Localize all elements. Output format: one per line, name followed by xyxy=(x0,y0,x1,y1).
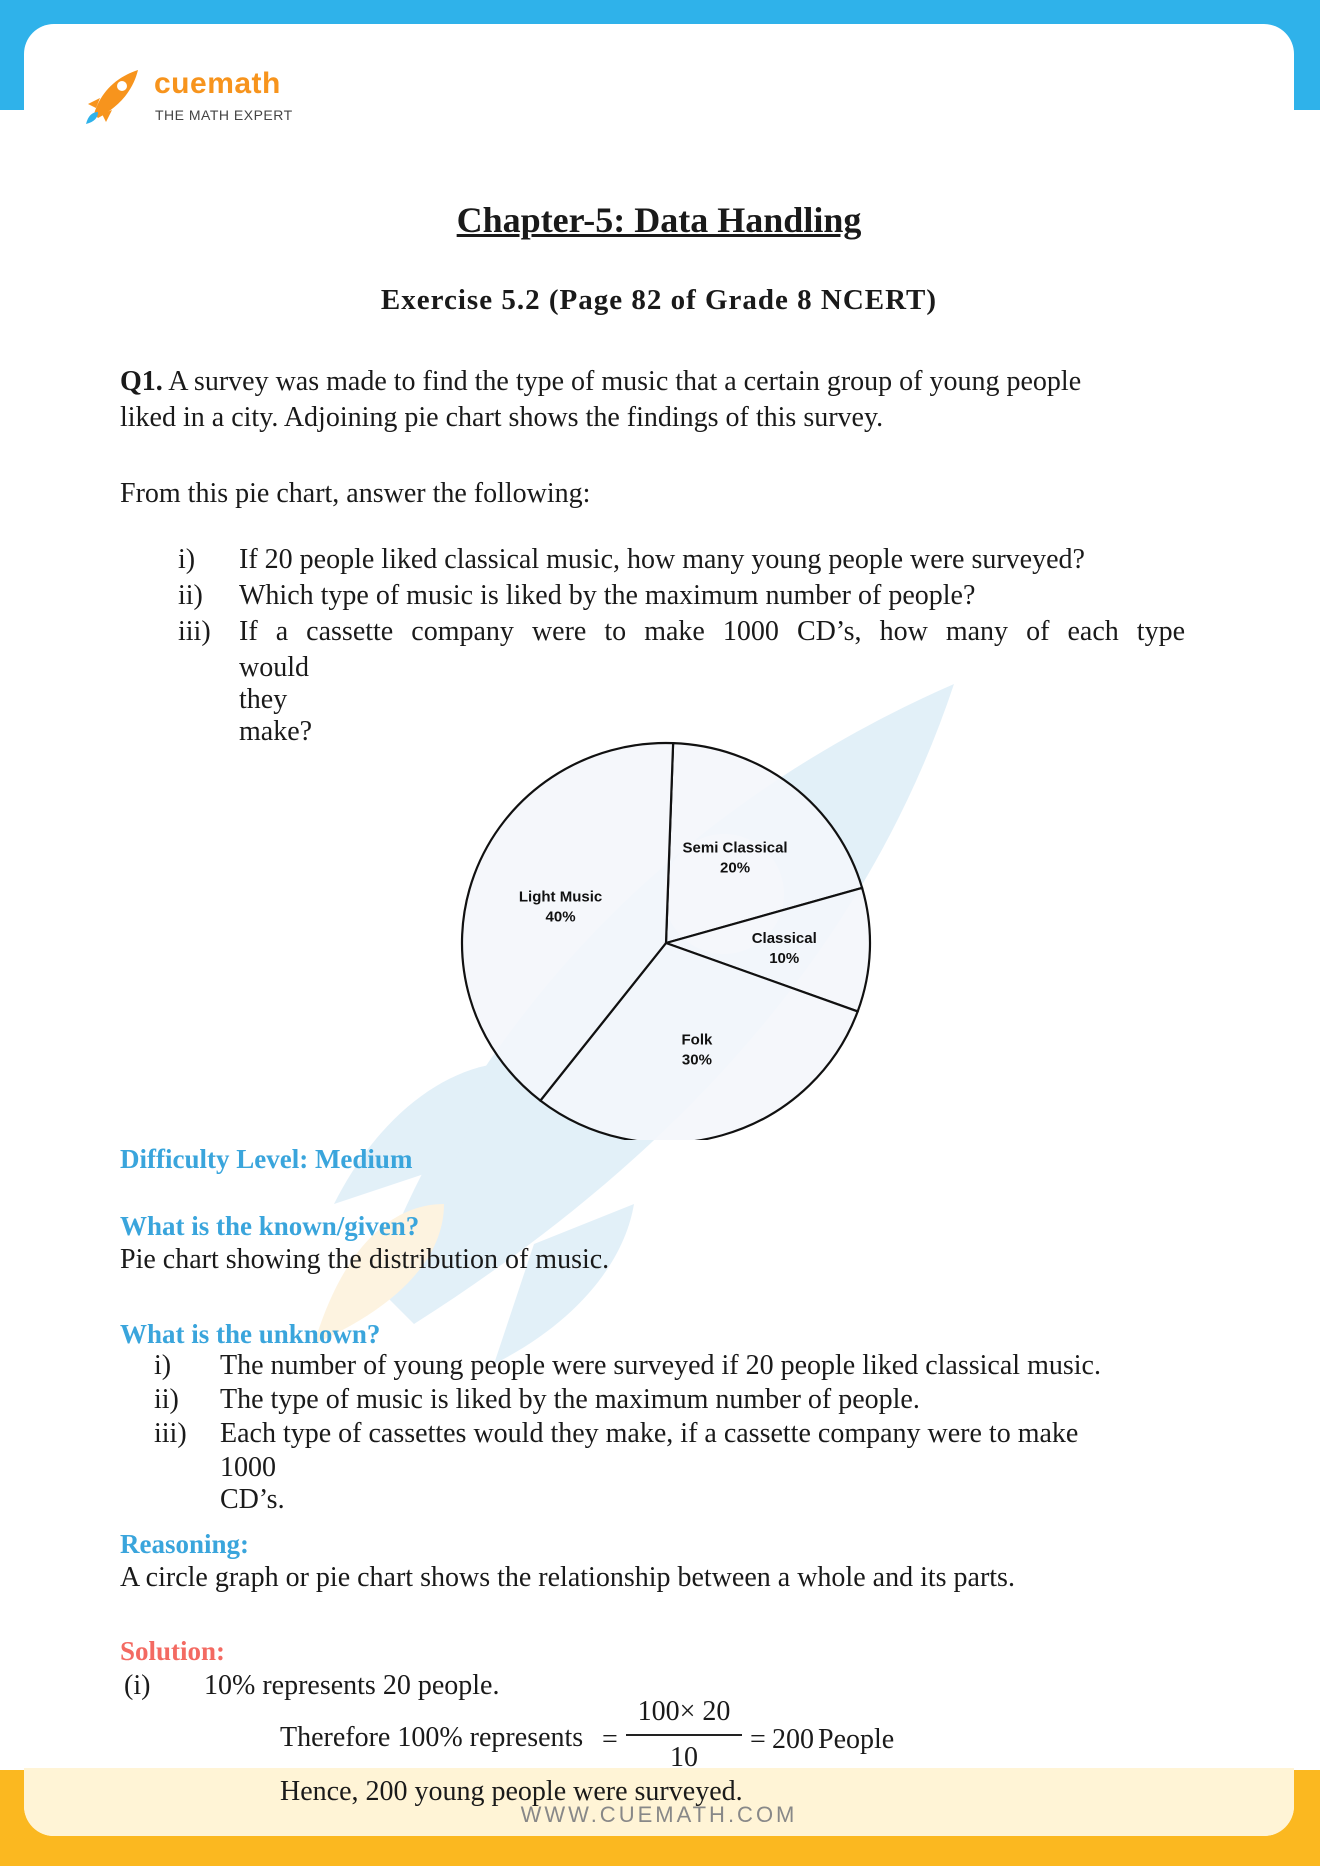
pie-label-value: 20% xyxy=(720,859,751,877)
website-url: WWW.CUEMATH.COM xyxy=(520,1802,798,1827)
page-card xyxy=(24,24,1294,1836)
item-number: ii) xyxy=(154,1384,179,1415)
reasoning-heading: Reasoning: xyxy=(120,1529,250,1559)
solution-heading: Solution: xyxy=(120,1636,226,1666)
pie-label-value: 40% xyxy=(545,908,576,926)
solution-part-number: (i) xyxy=(124,1670,151,1701)
fraction-numerator: 100× 20 xyxy=(637,1696,731,1727)
pie-label-value: 30% xyxy=(681,1051,712,1069)
equals-sign-2: = xyxy=(750,1724,766,1755)
difficulty-level: Difficulty Level: Medium xyxy=(120,1144,413,1174)
part-number: i) xyxy=(178,544,196,575)
part-text: If 20 people liked classical music, how many young people were surveyed? xyxy=(239,544,1085,575)
fraction-bar xyxy=(626,1734,742,1736)
fraction-denominator: 10 xyxy=(670,1742,698,1773)
solution-hence: Hence, 200 young people were surveyed. xyxy=(280,1776,743,1807)
solution-therefore: Therefore 100% represents xyxy=(280,1722,584,1753)
brand-name: cuemath xyxy=(154,67,281,100)
exercise-title: Exercise 5.2 (Page 82 of Grade 8 NCERT) xyxy=(380,284,938,316)
brand-tagline: THE MATH EXPERT xyxy=(155,107,293,123)
item-number: iii) xyxy=(154,1418,187,1449)
item-number: i) xyxy=(154,1350,172,1381)
question-prompt: From this pie chart, answer the following: xyxy=(120,478,591,509)
reasoning-text: A circle graph or pie chart shows the relationship between a whole and its parts. xyxy=(120,1562,1015,1593)
chapter-title: Chapter-5: Data Handling xyxy=(456,200,862,240)
unknown-heading: What is the unknown? xyxy=(120,1319,381,1349)
part-text: Which type of music is liked by the maximum number of people? xyxy=(239,580,976,611)
known-text: Pie chart showing the distribution of music. xyxy=(120,1244,610,1275)
part-number: iii) xyxy=(178,616,211,647)
item-text: The number of young people were surveyed if 20 people liked classical music. xyxy=(220,1350,1101,1381)
item-text: 1000 CD’s. xyxy=(220,1452,285,1515)
pie-label-category: Semi Classical xyxy=(682,839,788,857)
question-line-1: A survey was made to find the type of music that a certain group of young people xyxy=(168,366,1082,397)
solution-result-unit: People xyxy=(818,1724,895,1755)
question-label: Q1. xyxy=(120,366,163,397)
part-text: would they make? xyxy=(239,652,313,747)
part-number: ii) xyxy=(178,580,203,611)
pie-label-category: Folk xyxy=(681,1031,713,1049)
solution-line-1: 10% represents 20 people. xyxy=(204,1670,500,1701)
equals-sign-1: = xyxy=(602,1724,618,1755)
music-pie-chart xyxy=(434,710,894,1140)
solution-result: 200 xyxy=(772,1724,814,1755)
pie-label-value: 10% xyxy=(769,950,800,968)
question-line-2: liked in a city. Adjoining pie chart shows the findings of this survey. xyxy=(120,402,884,433)
item-text: The type of music is liked by the maximum number of people. xyxy=(220,1384,920,1415)
item-text: Each type of cassettes would they make, if a cassette company were to make xyxy=(220,1418,1079,1449)
pie-label-category: Classical xyxy=(751,930,817,948)
question-block xyxy=(120,364,1210,436)
known-heading: What is the known/given? xyxy=(120,1211,420,1241)
pie-label-category: Light Music xyxy=(518,888,603,906)
cuemath-rocket-logo-icon xyxy=(76,64,146,134)
part-text: If a cassette company were to make 1000 CD’s, how many of each type xyxy=(239,616,1185,647)
